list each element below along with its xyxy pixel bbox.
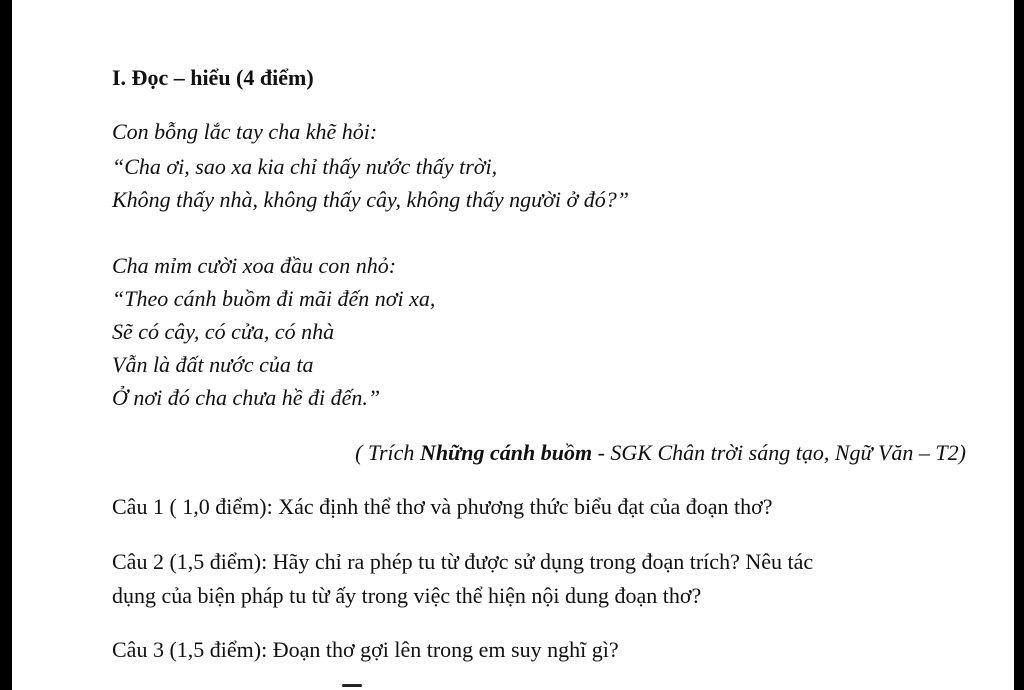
- question-text: Xác định thể thơ và phương thức biểu đạt của đoạn thơ?: [272, 494, 773, 519]
- question-2-continued: dụng của biện pháp tu từ ấy trong việc thể hiện nội dung đoạn thơ?: [112, 583, 702, 608]
- section-heading: I. Đọc – hiểu (4 điểm): [112, 65, 314, 90]
- document-page: [12, 0, 1014, 690]
- question-label: Câu 1 ( 1,0 điểm):: [112, 494, 273, 519]
- poem-line: “Theo cánh buồm đi mãi đến nơi xa,: [112, 286, 436, 311]
- poem-line: Ở nơi đó cha chưa hề đi đến.”: [112, 385, 381, 410]
- poem-line: Sẽ có cây, có cửa, có nhà: [112, 319, 335, 344]
- question-label: Câu 2 (1,5 điểm):: [112, 549, 268, 574]
- question-text: Đoạn thơ gợi lên trong em suy nghĩ gì?: [267, 637, 619, 662]
- question-1: [112, 493, 773, 521]
- question-3: [112, 636, 619, 664]
- source-title: Những cánh buồm: [419, 440, 593, 465]
- question-2: [112, 548, 813, 576]
- poem-line: Cha mỉm cười xoa đầu con nhỏ:: [112, 253, 397, 278]
- poem-line: Con bỗng lắc tay cha khẽ hỏi:: [112, 119, 378, 144]
- poem-line: Không thấy nhà, không thấy cây, không thấy người ở đó?”: [112, 187, 629, 212]
- source-prefix: ( Trích: [355, 440, 420, 465]
- poem-source-citation: [355, 439, 966, 467]
- question-text: Hãy chỉ ra phép tu từ được sử dụng trong đoạn trích? Nêu tác: [267, 549, 814, 574]
- question-label: Câu 3 (1,5 điểm):: [112, 637, 268, 662]
- left-border: [0, 0, 12, 690]
- poem-line: Vẫn là đất nước của ta: [112, 352, 314, 377]
- right-border: [1014, 0, 1024, 690]
- cutoff-text-fragment: [342, 684, 362, 687]
- poem-line: “Cha ơi, sao xa kia chỉ thấy nước thấy trời,: [112, 154, 498, 179]
- source-suffix: - SGK Chân trời sáng tạo, Ngữ Văn – T2): [592, 440, 966, 465]
